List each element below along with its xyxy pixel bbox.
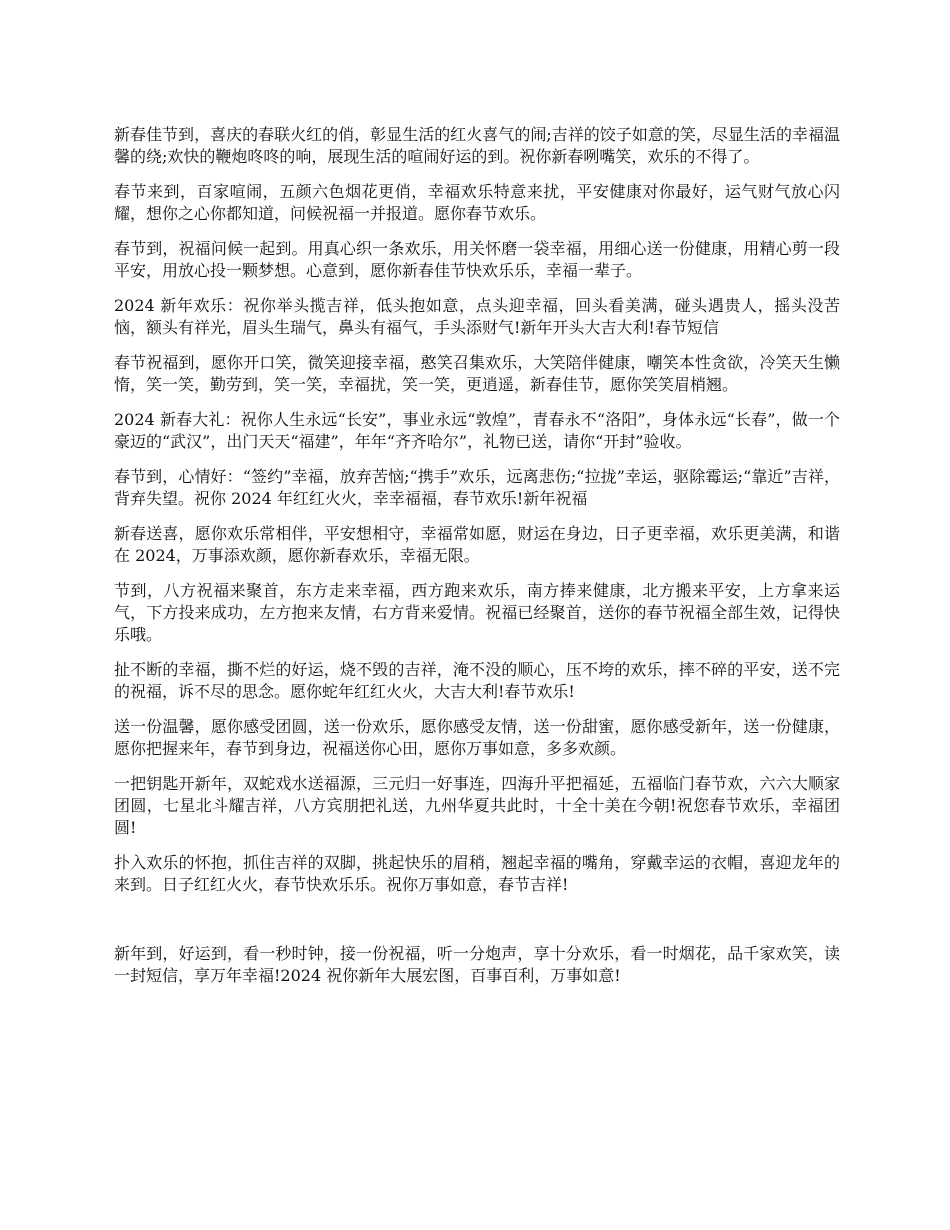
paragraph-7: 春节到，心情好：“签约”幸福，放弃苦恼;“携手”欢乐，远离悲伤;“拉拢”幸运，驱除霉运;“靠近”吉祥，背弃失望。祝你 2024 年红红火火，幸幸福福，春节欢乐!新年祝福 [114, 467, 840, 508]
document-page [114, 124, 840, 1000]
paragraph-1: 新春佳节到，喜庆的春联火红的俏，彰显生活的红火喜气的闹;吉祥的饺子如意的笑，尽显生活的幸福温馨的绕;欢快的鞭炮咚咚的响，展现生活的喧闹好运的到。祝你新春咧嘴笑，欢乐的不得了。 [114, 125, 840, 166]
paragraph-2: 春节来到，百家喧闹，五颜六色烟花更俏，幸福欢乐特意来扰，平安健康对你最好，运气财气放心闪耀，想你之心你都知道，问候祝福一并报道。愿你春节欢乐。 [114, 182, 840, 223]
paragraph-9: 节到，八方祝福来聚首，东方走来幸福，西方跑来欢乐，南方捧来健康，北方搬来平安，上方拿来运气，下方投来成功，左方抱来友情，右方背来爱情。祝福已经聚首，送你的春节祝福全部生效，记得快乐哦。 [114, 581, 840, 644]
paragraph-11: 送一份温馨，愿你感受团圆，送一份欢乐，愿你感受友情，送一份甜蜜，愿你感受新年，送一份健康，愿你把握来年，春节到身边，祝福送你心田，愿你万事如意，多多欢颜。 [114, 717, 840, 758]
paragraph-12: 一把钥匙开新年，双蛇戏水送福源，三元归一好事连，四海升平把福延，五福临门春节欢，六六大顺家团圆，七星北斗耀吉祥，八方宾朋把礼送，九州华夏共此时，十全十美在今朝!祝您春节欢乐，幸福团圆! [114, 774, 840, 837]
paragraph-3: 春节到，祝福问候一起到。用真心织一条欢乐，用关怀磨一袋幸福，用细心送一份健康，用精心剪一段平安，用放心投一颗梦想。心意到，愿你新春佳节快欢乐乐，幸福一辈子。 [114, 239, 840, 280]
paragraph-10: 扯不断的幸福，撕不烂的好运，烧不毁的吉祥，淹不没的顺心，压不垮的欢乐，摔不碎的平安，送不完的祝福，诉不尽的思念。愿你蛇年红红火火，大吉大利!春节欢乐! [114, 660, 840, 701]
paragraph-6: 2024 新春大礼：祝你人生永远“长安”，事业永远“敦煌”，青春永不“洛阳”，身体永远“长春”，做一个豪迈的“武汉”，出门天天“福建”，年年“齐齐哈尔”，礼物已送，请你“开封”验收。 [114, 410, 840, 451]
paragraph-4: 2024 新年欢乐：祝你举头揽吉祥，低头抱如意，点头迎幸福，回头看美满，碰头遇贵人，摇头没苦恼，额头有祥光，眉头生瑞气，鼻头有福气，手头添财气!新年开头大吉大利!春节短信 [114, 296, 840, 337]
paragraph-13: 扑入欢乐的怀抱，抓住吉祥的双脚，挑起快乐的眉稍，翘起幸福的嘴角，穿戴幸运的衣帽，喜迎龙年的来到。日子红红火火，春节快欢乐乐。祝你万事如意，春节吉祥! [114, 853, 840, 894]
paragraph-8: 新春送喜，愿你欢乐常相伴，平安想相守，幸福常如愿，财运在身边，日子更幸福，欢乐更美满，和谐在 2024，万事添欢颜，愿你新春欢乐，幸福无限。 [114, 524, 840, 565]
paragraph-14: 新年到，好运到，看一秒时钟，接一份祝福，听一分炮声，享十分欢乐，看一时烟花，品千家欢笑，读一封短信，享万年幸福!2024 祝你新年大展宏图，百事百利，万事如意! [114, 944, 840, 985]
paragraph-5: 春节祝福到，愿你开口笑，微笑迎接幸福，憨笑召集欢乐，大笑陪伴健康，嘲笑本性贪欲，冷笑天生懒惰，笑一笑，勤劳到，笑一笑，幸福扰，笑一笑，更逍遥，新春佳节，愿你笑笑眉梢翘。 [114, 353, 840, 394]
